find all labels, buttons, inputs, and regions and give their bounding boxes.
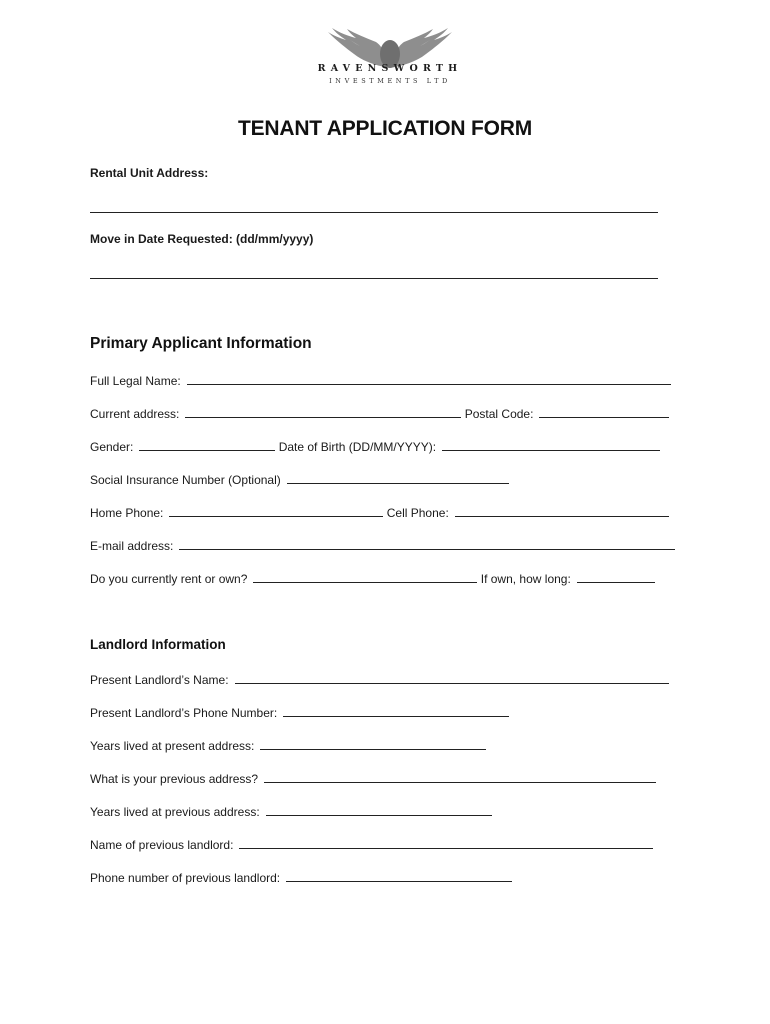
rental-unit-address-label: Rental Unit Address: (90, 166, 209, 180)
move-in-date-row (90, 266, 658, 282)
present-landlord-name-field[interactable] (235, 671, 669, 684)
rental-unit-address-row (90, 200, 658, 216)
sin-label: Social Insurance Number (Optional) (90, 473, 281, 487)
years-present-label: Years lived at present address: (90, 739, 255, 753)
email-row (90, 537, 675, 553)
years-previous-field[interactable] (266, 803, 492, 816)
previous-landlord-phone-field[interactable] (286, 869, 512, 882)
company-name: RAVENSWORTH (317, 63, 463, 74)
years-present-row (90, 737, 486, 753)
previous-landlord-phone-row (90, 869, 512, 885)
postal-code-field[interactable] (539, 405, 669, 418)
own-how-long-field[interactable] (577, 570, 655, 583)
move-in-date-field[interactable] (90, 266, 658, 279)
cell-phone-label: Cell Phone: (386, 506, 449, 520)
company-subtitle: INVESTMENTS LTD (329, 77, 451, 85)
home-phone-label: Home Phone: (90, 506, 164, 520)
previous-landlord-name-label: Name of previous landlord: (90, 838, 234, 852)
full-name-field[interactable] (187, 372, 671, 385)
previous-landlord-name-row (90, 836, 653, 852)
postal-code-label: Postal Code: (464, 407, 534, 421)
current-address-label: Current address: (90, 407, 180, 421)
dob-field[interactable] (442, 438, 660, 451)
previous-address-row (90, 770, 656, 786)
current-address-field[interactable] (185, 405, 461, 418)
previous-landlord-name-field[interactable] (239, 836, 653, 849)
previous-landlord-phone-label: Phone number of previous landlord: (90, 871, 281, 885)
present-landlord-phone-field[interactable] (283, 704, 509, 717)
cell-phone-field[interactable] (455, 504, 669, 517)
move-in-date-label: Move in Date Requested: (dd/mm/yyyy) (90, 232, 314, 246)
sin-row (90, 471, 509, 487)
previous-address-field[interactable] (264, 770, 656, 783)
gender-field[interactable] (139, 438, 275, 451)
primary-applicant-heading: Primary Applicant Information (90, 335, 312, 352)
sin-field[interactable] (287, 471, 509, 484)
years-present-field[interactable] (260, 737, 486, 750)
gender-label: Gender: (90, 440, 134, 454)
own-how-long-label: If own, how long: (480, 572, 571, 586)
present-landlord-phone-row (90, 704, 509, 720)
current-address-row (90, 405, 669, 421)
home-phone-field[interactable] (169, 504, 383, 517)
rental-unit-address-field[interactable] (90, 200, 658, 213)
rent-own-field[interactable] (253, 570, 477, 583)
email-label: E-mail address: (90, 539, 174, 553)
landlord-info-heading: Landlord Information (90, 637, 226, 652)
previous-address-label: What is your previous address? (90, 772, 259, 786)
full-name-label: Full Legal Name: (90, 374, 181, 388)
years-previous-row (90, 803, 492, 819)
dob-label: Date of Birth (DD/MM/YYYY): (278, 440, 437, 454)
company-logo (0, 26, 770, 92)
phone-row (90, 504, 669, 520)
rent-own-label: Do you currently rent or own? (90, 572, 248, 586)
years-previous-label: Years lived at previous address: (90, 805, 260, 819)
form-title: TENANT APPLICATION FORM (237, 117, 533, 140)
full-name-row (90, 372, 671, 388)
present-landlord-name-label: Present Landlord’s Name: (90, 673, 229, 687)
email-field[interactable] (179, 537, 675, 550)
gender-dob-row (90, 438, 660, 454)
present-landlord-phone-label: Present Landlord’s Phone Number: (90, 706, 278, 720)
rent-own-row (90, 570, 655, 586)
present-landlord-name-row (90, 671, 669, 687)
